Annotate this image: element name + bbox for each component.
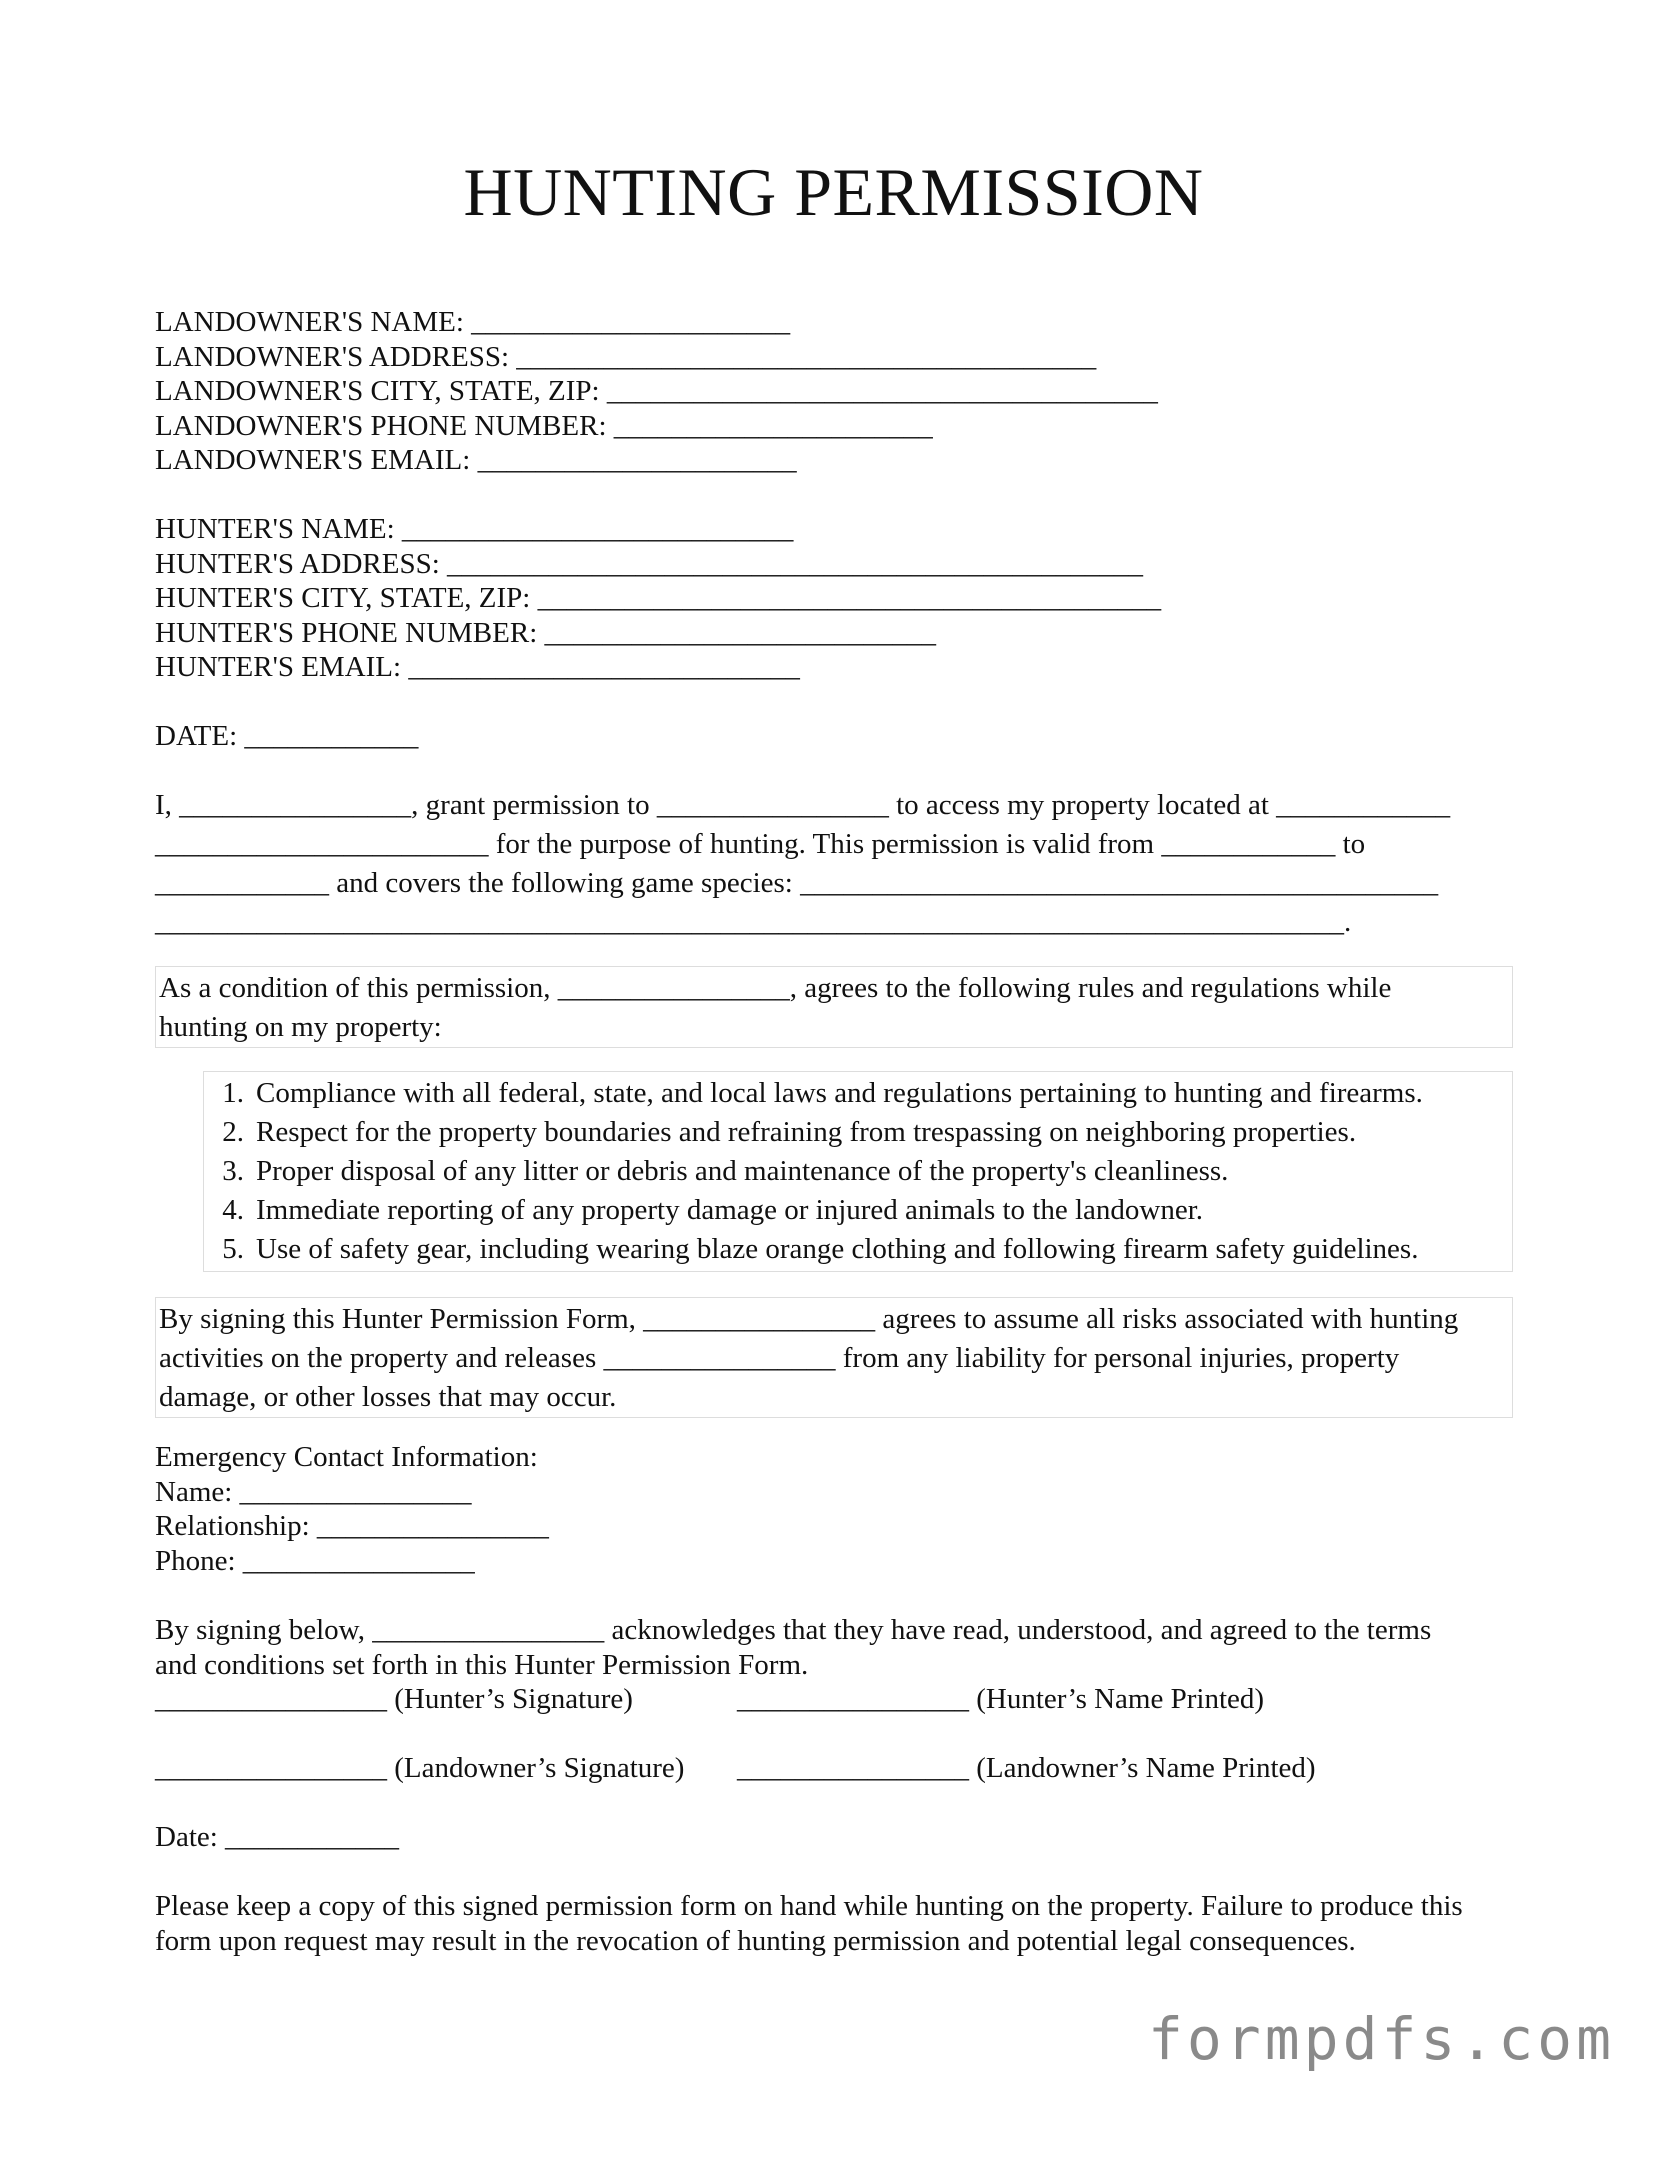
condition-paragraph-box	[155, 966, 1513, 1048]
rule-number: 1.	[222, 1077, 244, 1109]
condition-paragraph-line: hunting on my property:	[159, 1011, 442, 1043]
rules-list	[203, 1071, 1513, 1272]
hunter-signature-field[interactable]: ________________ (Hunter’s Signature)	[155, 1683, 633, 1715]
grant-paragraph-line[interactable]: ____________ and covers the following game species: ____________________________________________	[155, 867, 1439, 899]
risk-paragraph-line[interactable]: activities on the property and releases ________________ from any liability for personal injuries, property	[159, 1342, 1400, 1374]
footer-note-line: Please keep a copy of this signed permission form on hand while hunting on the property. Failure to produce this	[155, 1890, 1463, 1922]
risk-paragraph-line[interactable]: By signing this Hunter Permission Form, ________________ agrees to assume all risks associated with hunting	[159, 1303, 1459, 1335]
date-field[interactable]: DATE: ____________	[155, 720, 419, 752]
emergency-phone-field[interactable]: Phone: ________________	[155, 1544, 475, 1577]
risk-paragraph-line: damage, or other losses that may occur.	[159, 1381, 617, 1413]
landowner-signature-field[interactable]: ________________ (Landowner’s Signature)	[155, 1752, 685, 1784]
grant-paragraph-line[interactable]: I, ________________, grant permission to ________________ to access my property located at ____________	[155, 789, 1451, 821]
rule-number: 2.	[222, 1116, 244, 1148]
rule-number: 3.	[222, 1155, 244, 1187]
watermark-logo: formpdfs.com	[1147, 2005, 1615, 2073]
risk-paragraph-box	[155, 1297, 1513, 1418]
rule-number: 4.	[222, 1194, 244, 1226]
hunter-name-field[interactable]: HUNTER'S NAME: ___________________________	[155, 513, 794, 545]
hunter-city-state-zip-field[interactable]: HUNTER'S CITY, STATE, ZIP: ___________________________________________	[155, 582, 1162, 614]
emergency-relationship-field[interactable]: Relationship: ________________	[155, 1510, 549, 1542]
hunter-phone-field[interactable]: HUNTER'S PHONE NUMBER: ___________________________	[155, 616, 937, 649]
emergency-contact-heading: Emergency Contact Information:	[155, 1441, 538, 1473]
rule-item: Compliance with all federal, state, and local laws and regulations pertaining to hunting and firearms.	[256, 1077, 1423, 1109]
rule-item: Proper disposal of any litter or debris and maintenance of the property's cleanliness.	[256, 1155, 1229, 1187]
emergency-name-field[interactable]: Name: ________________	[155, 1475, 472, 1508]
landowner-name-printed-field[interactable]: ________________ (Landowner’s Name Printed)	[737, 1752, 1316, 1784]
grant-paragraph-line[interactable]: __________________________________________________________________________________.	[155, 906, 1352, 938]
landowner-email-field[interactable]: LANDOWNER'S EMAIL: ______________________	[155, 444, 797, 476]
footer-note-line: form upon request may result in the revocation of hunting permission and potential legal consequences.	[155, 1924, 1356, 1957]
hunter-address-field[interactable]: HUNTER'S ADDRESS: ________________________________________________	[155, 547, 1144, 580]
rule-item: Use of safety gear, including wearing blaze orange clothing and following firearm safety guidelines.	[256, 1233, 1419, 1265]
acknowledge-line: and conditions set forth in this Hunter Permission Form.	[155, 1648, 809, 1681]
document-title: HUNTING PERMISSION	[463, 154, 1204, 230]
grant-paragraph-line[interactable]: _______________________ for the purpose of hunting. This permission is valid from ____________ to	[155, 828, 1366, 860]
landowner-name-field[interactable]: LANDOWNER'S NAME: ______________________	[155, 306, 791, 338]
rule-number: 5.	[222, 1233, 244, 1265]
condition-paragraph-line[interactable]: As a condition of this permission, ________________, agrees to the following rules and regulations while	[159, 972, 1392, 1004]
rule-item: Immediate reporting of any property damage or injured animals to the landowner.	[256, 1194, 1204, 1226]
signature-date-field[interactable]: Date: ____________	[155, 1821, 400, 1853]
hunter-email-field[interactable]: HUNTER'S EMAIL: ___________________________	[155, 651, 800, 683]
landowner-city-state-zip-field[interactable]: LANDOWNER'S CITY, STATE, ZIP: ______________________________________	[155, 375, 1158, 407]
hunter-name-printed-field[interactable]: ________________ (Hunter’s Name Printed)	[737, 1683, 1265, 1715]
acknowledge-line[interactable]: By signing below, ________________ acknowledges that they have read, understood, and agreed to the terms	[155, 1614, 1432, 1646]
landowner-address-field[interactable]: LANDOWNER'S ADDRESS: ________________________________________	[155, 340, 1097, 373]
rule-item: Respect for the property boundaries and refraining from trespassing on neighboring properties.	[256, 1116, 1357, 1148]
landowner-phone-field[interactable]: LANDOWNER'S PHONE NUMBER: ______________________	[155, 409, 933, 442]
